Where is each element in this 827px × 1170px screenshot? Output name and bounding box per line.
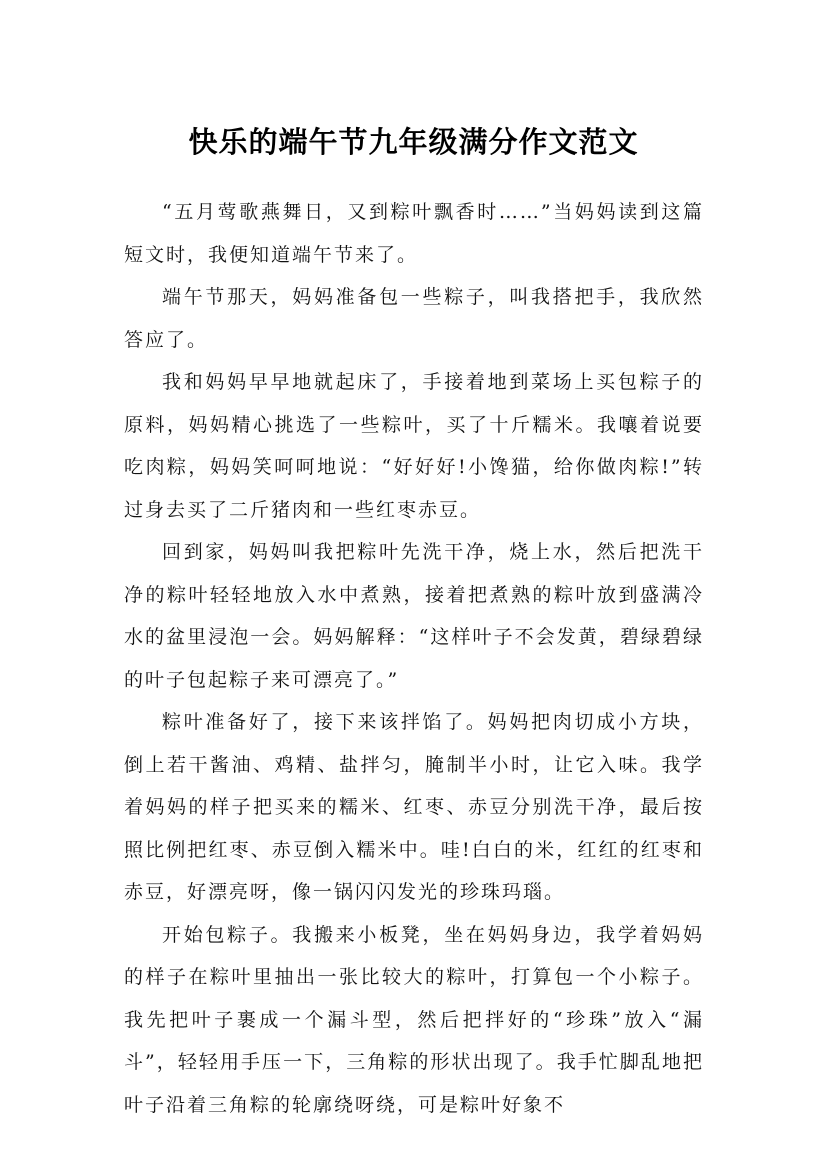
paragraph: 回到家，妈妈叫我把粽叶先洗干净，烧上水，然后把洗干净的粽叶轻轻地放入水中煮熟，接着把煮熟的粽叶放到盛满冷水的盆里浸泡一会。妈妈解释：“这样叶子不会发黄，碧绿碧绿的叶子包起粽子来可漂亮了。” <box>124 541 704 691</box>
document-body <box>124 191 704 1126</box>
paragraph: 开始包粽子。我搬来小板凳，坐在妈妈身边，我学着妈妈的样子在粽叶里抽出一张比较大的粽叶，打算包一个小粽子。我先把叶子裹成一个漏斗型，然后把拌好的“珍珠”放入“漏斗”，轻轻用手压一下，三角粽的形状出现了。我手忙脚乱地把叶子沿着三角粽的轮廓绕呀绕，可是粽叶好象不 <box>124 923 704 1116</box>
paragraph: “五月莺歌燕舞日，又到粽叶飘香时……”当妈妈读到这篇短文时，我便知道端午节来了。 <box>124 201 704 266</box>
paragraph: 端午节那天，妈妈准备包一些粽子，叫我搭把手，我欣然答应了。 <box>124 286 704 351</box>
document-title: 快乐的端午节九年级满分作文范文 <box>188 125 639 160</box>
paragraph: 粽叶准备好了，接下来该拌馅了。妈妈把肉切成小方块，倒上若干酱油、鸡精、盐拌匀，腌制半小时，让它入味。我学着妈妈的样子把买来的糯米、红枣、赤豆分别洗干净，最后按照比例把红枣、赤豆倒入糯米中。哇!白白的米，红红的红枣和赤豆，好漂亮呀，像一锅闪闪发光的珍珠玛瑙。 <box>124 711 704 903</box>
paragraph: 我和妈妈早早地就起床了，手接着地到菜场上买包粽子的原料，妈妈精心挑选了一些粽叶，买了十斤糯米。我嚷着说要吃肉粽，妈妈笑呵呵地说：“好好好!小馋猫，给你做肉粽!”转过身去买了二斤猪肉和一些红枣赤豆。 <box>124 371 704 521</box>
